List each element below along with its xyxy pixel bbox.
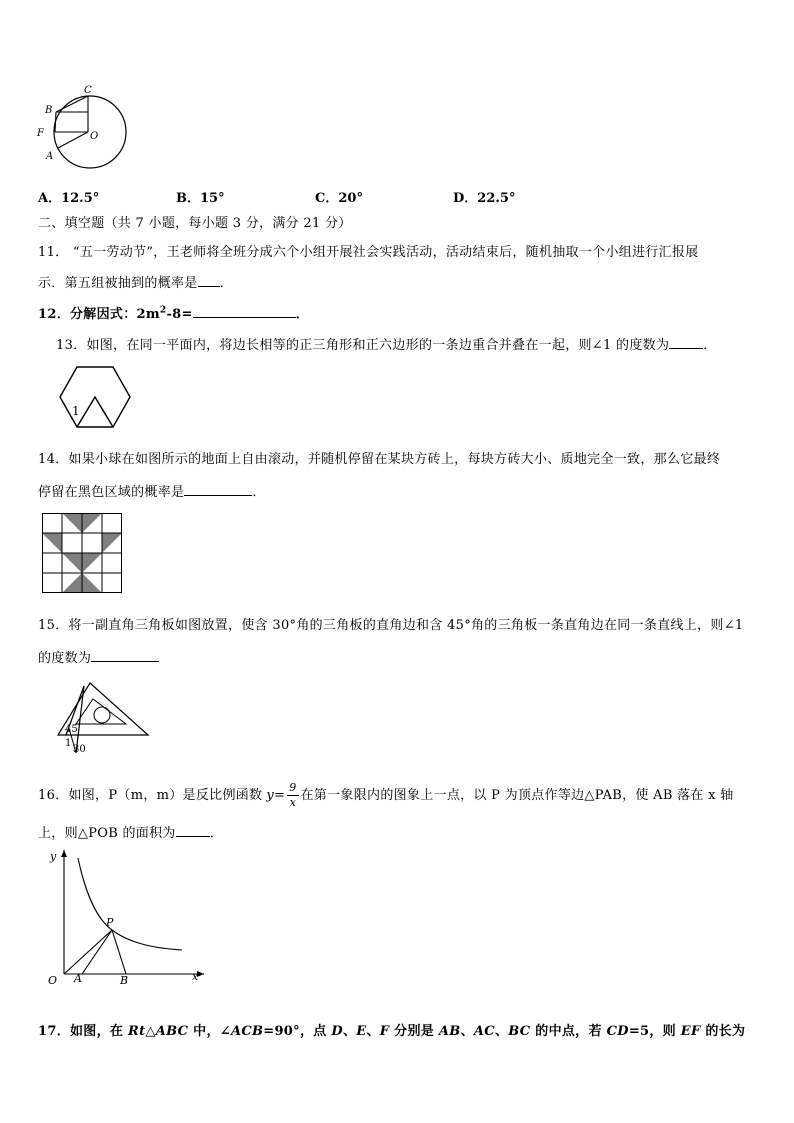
q16-axis-x-label: x <box>192 970 199 983</box>
q13-answer-blank[interactable] <box>669 336 703 349</box>
q11-answer-blank[interactable] <box>198 274 220 287</box>
q16-fraction: $\frac{9}{x}$ <box>289 781 297 809</box>
q15-answer-blank[interactable] <box>91 649 159 662</box>
q16-origin-o: O <box>48 974 58 986</box>
q14-answer-blank[interactable] <box>184 483 252 496</box>
q14-line2: 停留在黑色区域的概率是 ． <box>38 485 266 500</box>
q16-answer-blank[interactable] <box>176 824 210 837</box>
q16-axis-y-label: y <box>50 850 57 863</box>
q16-point-a: A <box>74 972 82 985</box>
q10-label-o: O <box>90 131 99 142</box>
q10-label-b: B <box>45 105 53 116</box>
q10-label-a: A <box>46 151 54 162</box>
q13-angle-label: 1 <box>72 404 80 418</box>
q15-angle-30: 30 <box>73 744 86 755</box>
q11-line1: 11． “五一劳动节”，王老师将全班分成六个小组开展社会实践活动，活动结束后，随机抽取一个小组进行汇报展 <box>38 245 699 260</box>
q15-line2: 的度数为 <box>38 647 159 666</box>
q16-point-p: P <box>106 916 114 929</box>
q17-line: 17．如图，在 Rt△ABC 中，∠ACB=90°，点 D、E、F 分别是 AB、AC、BC 的中点，若 CD=5，则 EF 的长为 <box>38 1024 746 1039</box>
q16-function-graph-figure <box>42 846 208 986</box>
q13-line: 13．如图，在同一平面内，将边长相等的正三角形和正六边形的一条边重合并叠在一起，则∠1 的度数为 ． <box>56 338 717 353</box>
q11-line2: 示．第五组被抽到的概率是 ． <box>38 276 233 291</box>
q10-label-f: F <box>37 128 44 139</box>
q10-option-a[interactable]: A．12.5° <box>38 191 100 206</box>
q10-option-c[interactable]: C．20° <box>315 191 363 206</box>
q16-point-b: B <box>120 974 129 986</box>
q15-angle-1: 1 <box>65 738 72 749</box>
q10-label-c: C <box>84 85 92 96</box>
q15-line1: 15．将一副直角三角板如图放置，使含 30°角的三角板的直角边和含 45°角的三角板一条直角边在同一条直线上，则∠1 <box>38 618 744 633</box>
q13-hexagon-figure <box>58 364 134 432</box>
q12-answer-blank[interactable] <box>193 305 296 318</box>
q10-option-b[interactable]: B．15° <box>176 191 225 206</box>
q14-line1: 14．如果小球在如图所示的地面上自由滚动，并随机停留在某块方砖上，每块方砖大小、质地完全一致，那么它最终 <box>38 452 721 467</box>
section-header: 二、填空题（共 7 小题，每小题 3 分，满分 21 分） <box>38 216 352 231</box>
q16-line1: 16．如图，P（m，m）是反比例函数 y= $\frac{9}{x}$ 在第一象限内的图象上一点，以 P 为顶点作等边△PAB，使 AB 落在 x 轴 <box>38 781 734 809</box>
q14-tile-grid-figure <box>42 513 122 593</box>
q12-line: 12．分解因式：$2m^2-8=$ ． <box>38 305 310 322</box>
q16-line2: 上，则△POB 的面积为 ． <box>38 826 224 841</box>
q10-circle-figure <box>34 82 134 174</box>
q10-option-d[interactable]: D．22.5° <box>453 191 516 206</box>
q15-angle-45: 45 <box>65 724 78 735</box>
q15-triangle-rulers-figure <box>56 680 152 758</box>
